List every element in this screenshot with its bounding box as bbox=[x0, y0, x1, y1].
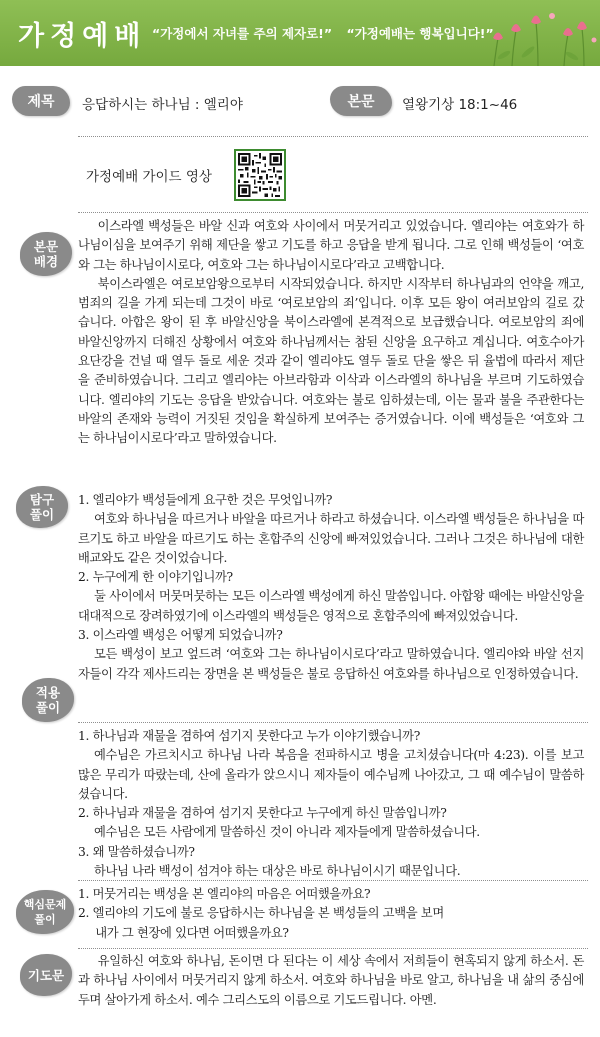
explore-label: 탐구 풀이 bbox=[16, 486, 68, 528]
slogan-2: “가정예배는 행복입니다!” bbox=[346, 26, 494, 41]
core-question-1: 1. 머뭇거리는 백성을 본 엘리야의 마음은 어떠했을까요? bbox=[78, 887, 371, 901]
background-label: 본문 배경 bbox=[20, 232, 72, 276]
tulip-decoration-icon bbox=[480, 0, 600, 66]
scripture-label: 본문 bbox=[330, 86, 392, 116]
apply-question-3: 3. 왜 말씀하셨습니까? bbox=[78, 844, 195, 859]
apply-answer-2: 예수님은 모든 사람에게 말씀하신 것이 아니라 제자들에게 말씀하셨습니다. bbox=[93, 825, 480, 840]
background-paragraph-2: 북이스라엘은 여로보암왕으로부터 시작되었습니다. 하지만 시작부터 하나님과의 언약을 깨고, 범죄의 길을 가게 되는데 그것이 바로 ‘여로보암의 죄’입니다. 이후 모든 왕이 여러보암의 길로 갔습니다. 아합은 왕이 된 후 바알신앙을 북이스라엘에 본격적으로 보급했습니다. 여로보암의 죄에 바알신앙까지 더해진 상황에서 여호와 하나님께서는 참된 신앙을 요구하고 계십니다. 여호수아가 요단강을 건널 때 열두 돌로 세운 것과 같이 엘리야도 열두 돌로 단을 쌓은 뒤 율법에 따라서 제단을 준비하였습니다. 그리고 엘리야는 아브라함과 이삭과 이스라엘의 하나님을 부르며 기도하였습니다. 엘리야의 기도는 응답을 받았습니다. 여호와는 불로 임하셨는데, 이는 물과 불을 주관한다는 바알의 존재와 능력이 거짓된 것임을 확실하게 보여주는 증거였습니다. 이에 백성들은 ‘여호와 그는 하나님이시로다’라고 말하였습니다. bbox=[78, 276, 584, 446]
sermon-title: 응답하시는 하나님 : 엘리야 bbox=[82, 97, 243, 113]
explore-answer-1: 여호와 하나님을 따르거나 바알을 따르거나 하라고 하셨습니다. 이스라엘 백성들은 하나님을 따르기도 하고 바알을 따르기도 하는 혼합주의 신앙에 빠져있었습니다. 그러나 그것은 하나님에 대한 배교와도 같은 것이었습니다. bbox=[78, 512, 584, 565]
background-section bbox=[78, 217, 584, 449]
apply-question-1: 1. 하나님과 재물을 겸하여 섬기지 못한다고 누가 이야기했습니까? bbox=[78, 729, 420, 743]
explore-question-2: 2. 누구에게 한 이야기입니까? bbox=[78, 570, 233, 585]
qr-code-icon[interactable] bbox=[234, 149, 286, 201]
scripture-reference: 열왕기상 18:1~46 bbox=[402, 97, 518, 113]
prayer-text: 유일하신 여호와 하나님, 돈이면 다 된다는 이 세상 속에서 저희들이 현혹되지 않게 하소서. 돈과 하나님 사이에서 머뭇거리지 않게 하소서. 여호와 하나님을 바로 알고, 하나님을 내 삶의 중심에 두며 살아가게 하소서. 예수 그리스도의 이름으로 기도드립니다. 아멘. bbox=[78, 954, 584, 1007]
core-question-2-continued: 내가 그 현장에 있다면 어떠했을까요? bbox=[95, 925, 289, 940]
explore-answer-3: 모든 백성이 보고 엎드려 ‘여호와 그는 하나님이시로다’라고 말하였습니다. 엘리야와 바알 선지자들이 각각 제사드리는 장면을 본 백성들은 불로 응답하신 여호와를 하나님으로 인정하였습니다. bbox=[78, 647, 584, 681]
apply-question-2: 2. 하나님과 재물을 겸하여 섬기지 못한다고 누구에게 하신 말씀입니까? bbox=[78, 806, 447, 821]
page-title: 가정예배 bbox=[18, 21, 147, 52]
divider bbox=[78, 212, 588, 213]
core-question-label: 핵심문제 풀이 bbox=[16, 890, 74, 934]
header-banner bbox=[0, 0, 600, 66]
background-paragraph-1: 이스라엘 백성들은 바알 신과 여호와 사이에서 머뭇거리고 있었습니다. 엘리야는 여호와가 하나님이심을 보여주기 위해 제단을 쌓고 기도를 하고 응답을 받게 됩니다. 그로 인해 백성들이 ‘여호와 그는 하나님이시로다, 여호와 그는 하나님이시로다’라고 고백합니다. bbox=[78, 219, 584, 272]
divider bbox=[78, 948, 588, 949]
core-section bbox=[78, 885, 584, 943]
prayer-label: 기도문 bbox=[20, 954, 72, 996]
slogan-1: “가정에서 자녀를 주의 제자로!” bbox=[152, 26, 333, 41]
explore-section bbox=[78, 491, 584, 684]
explore-question-3: 3. 이스라엘 백성은 어떻게 되었습니까? bbox=[78, 628, 283, 643]
divider bbox=[78, 722, 588, 723]
slogan bbox=[152, 24, 504, 42]
divider bbox=[78, 136, 588, 137]
title-label: 제목 bbox=[12, 86, 70, 116]
apply-answer-1: 예수님은 가르치시고 하나님 나라 복음을 전파하시고 병을 고치셨습니다(마 4:23). 이를 보고 많은 무리가 따랐는데, 산에 올라가 앉으시니 제자들이 예수님께 나아갔고, 그 때 예수님이 말씀하셨습니다. bbox=[78, 748, 584, 801]
apply-answer-3: 하나님 나라 백성이 섬겨야 하는 대상은 바로 하나님이시기 때문입니다. bbox=[93, 864, 461, 879]
core-question-2: 2. 엘리야의 기도에 불로 응답하시는 하나님을 본 백성들의 고백을 보며 bbox=[78, 906, 444, 921]
divider bbox=[78, 880, 588, 881]
apply-label: 적용 풀이 bbox=[22, 678, 74, 722]
prayer-section bbox=[78, 952, 584, 1010]
apply-section bbox=[78, 727, 584, 881]
guide-video-label: 가정예배 가이드 영상 bbox=[86, 169, 212, 185]
explore-answer-2: 둘 사이에서 머뭇머뭇하는 모든 이스라엘 백성에게 하신 말씀입니다. 아합왕 때에는 바알신앙을 대대적으로 장려하였기에 이스라엘의 백성들은 영적으로 혼합주의에 빠져있었습니다. bbox=[78, 589, 584, 623]
explore-question-1: 1. 엘리야가 백성들에게 요구한 것은 무엇입니까? bbox=[78, 493, 333, 507]
